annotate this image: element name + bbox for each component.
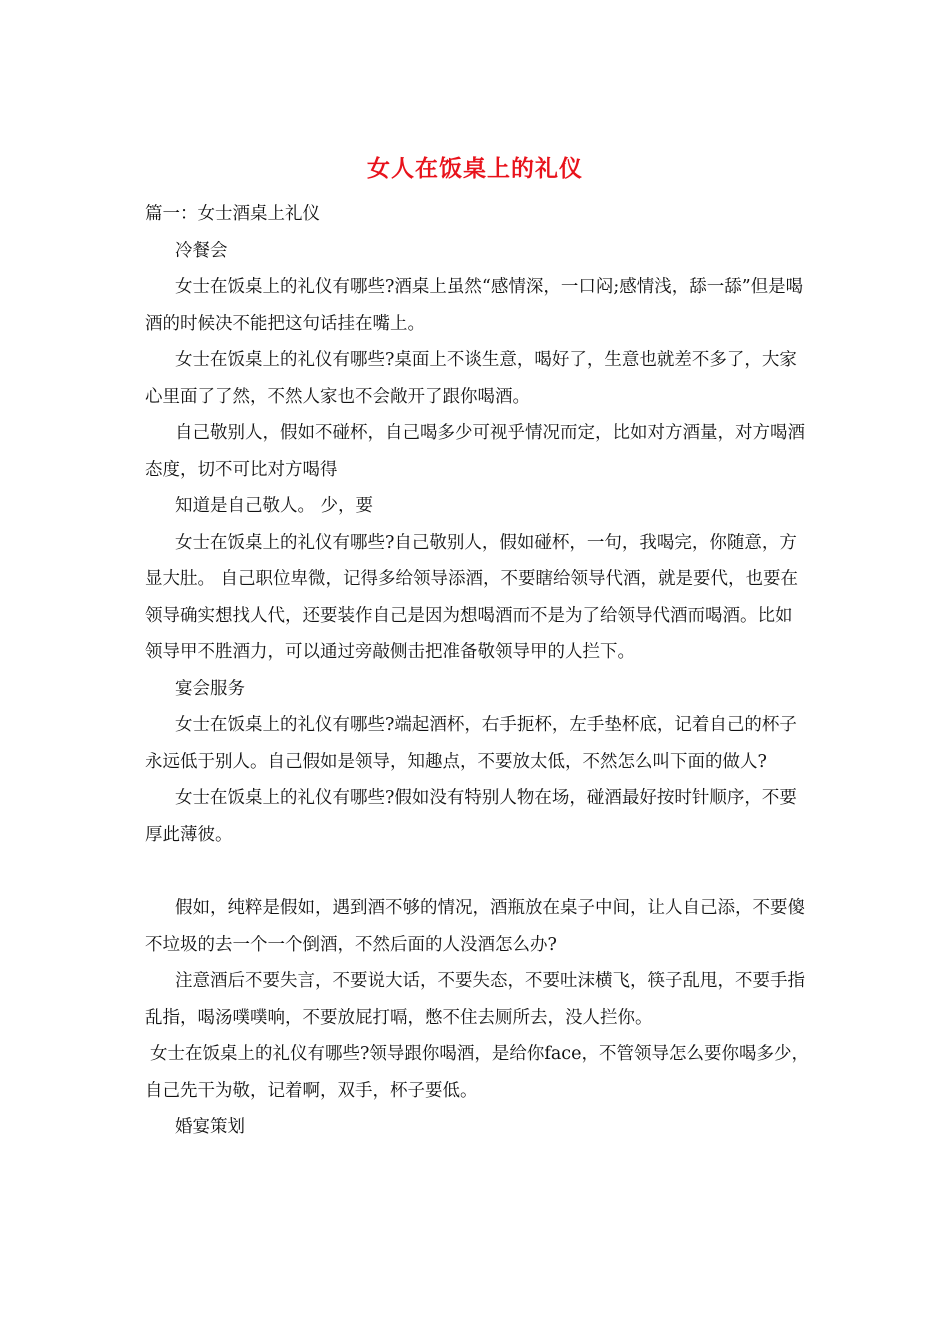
paragraph: 女士在饭桌上的礼仪有哪些?领导跟你喝酒，是给你face，不管领导怎么要你喝多少，自己先干为敬，记着啊，双手，杯子要低。 — [145, 1044, 809, 1101]
document-title: 女人在饭桌上的礼仪 — [367, 155, 583, 182]
paragraph: 女士在饭桌上的礼仪有哪些?酒桌上虽然“感情深，一口闷;感情浅，舔一舔”但是喝酒的时候决不能把这句话挂在嘴上。 — [145, 277, 804, 334]
paragraph: 女士在饭桌上的礼仪有哪些?端起酒杯，右手扼杯，左手垫杯底，记着自己的杯子永远低于别人。自己假如是领导，知趣点，不要放太低，不然怎么叫下面的做人? — [145, 715, 797, 772]
paragraph: 假如，纯粹是假如，遇到酒不够的情况，酒瓶放在桌子中间，让人自己添，不要傻不垃圾的去一个一个倒酒，不然后面的人没酒怎么办? — [145, 898, 805, 955]
paragraph: 女士在饭桌上的礼仪有哪些?桌面上不谈生意，喝好了，生意也就差不多了，大家心里面了了然，不然人家也不会敞开了跟你喝酒。 — [145, 350, 797, 407]
subheading: 婚宴策划 — [175, 1117, 245, 1137]
paragraph: 女士在饭桌上的礼仪有哪些?假如没有特别人物在场，碰酒最好按时针顺序，不要厚此薄彼。 — [145, 788, 797, 845]
subheading: 宴会服务 — [175, 678, 245, 699]
section-heading: 篇一：女士酒桌上礼仪 — [145, 204, 320, 224]
paragraph: 自己敬别人，假如不碰杯，自己喝多少可视乎情况而定，比如对方酒量，对方喝酒态度，切不可比对方喝得 — [145, 423, 805, 480]
subheading: 冷餐会 — [175, 240, 228, 261]
paragraph: 知道是自己敬人。 少，要 — [175, 496, 374, 516]
paragraph: 注意酒后不要失言，不要说大话，不要失态，不要吐沫横飞，筷子乱甩，不要手指乱指，喝汤噗噗响，不要放屁打嗝，憋不住去厕所去，没人拦你。 — [145, 971, 805, 1028]
document-body — [145, 196, 809, 1146]
paragraph: 女士在饭桌上的礼仪有哪些?自己敬别人，假如碰杯，一句，我喝完，你随意，方显大肚。 自己职位卑微，记得多给领导添酒，不要瞎给领导代酒，就是要代，也要在领导确实想找人代，还要装作自己是因为想喝酒而不是为了给领导代酒而喝酒。比如领导甲不胜酒力，可以通过旁敲侧击把准备敬领导甲的人拦下。 — [145, 532, 799, 662]
